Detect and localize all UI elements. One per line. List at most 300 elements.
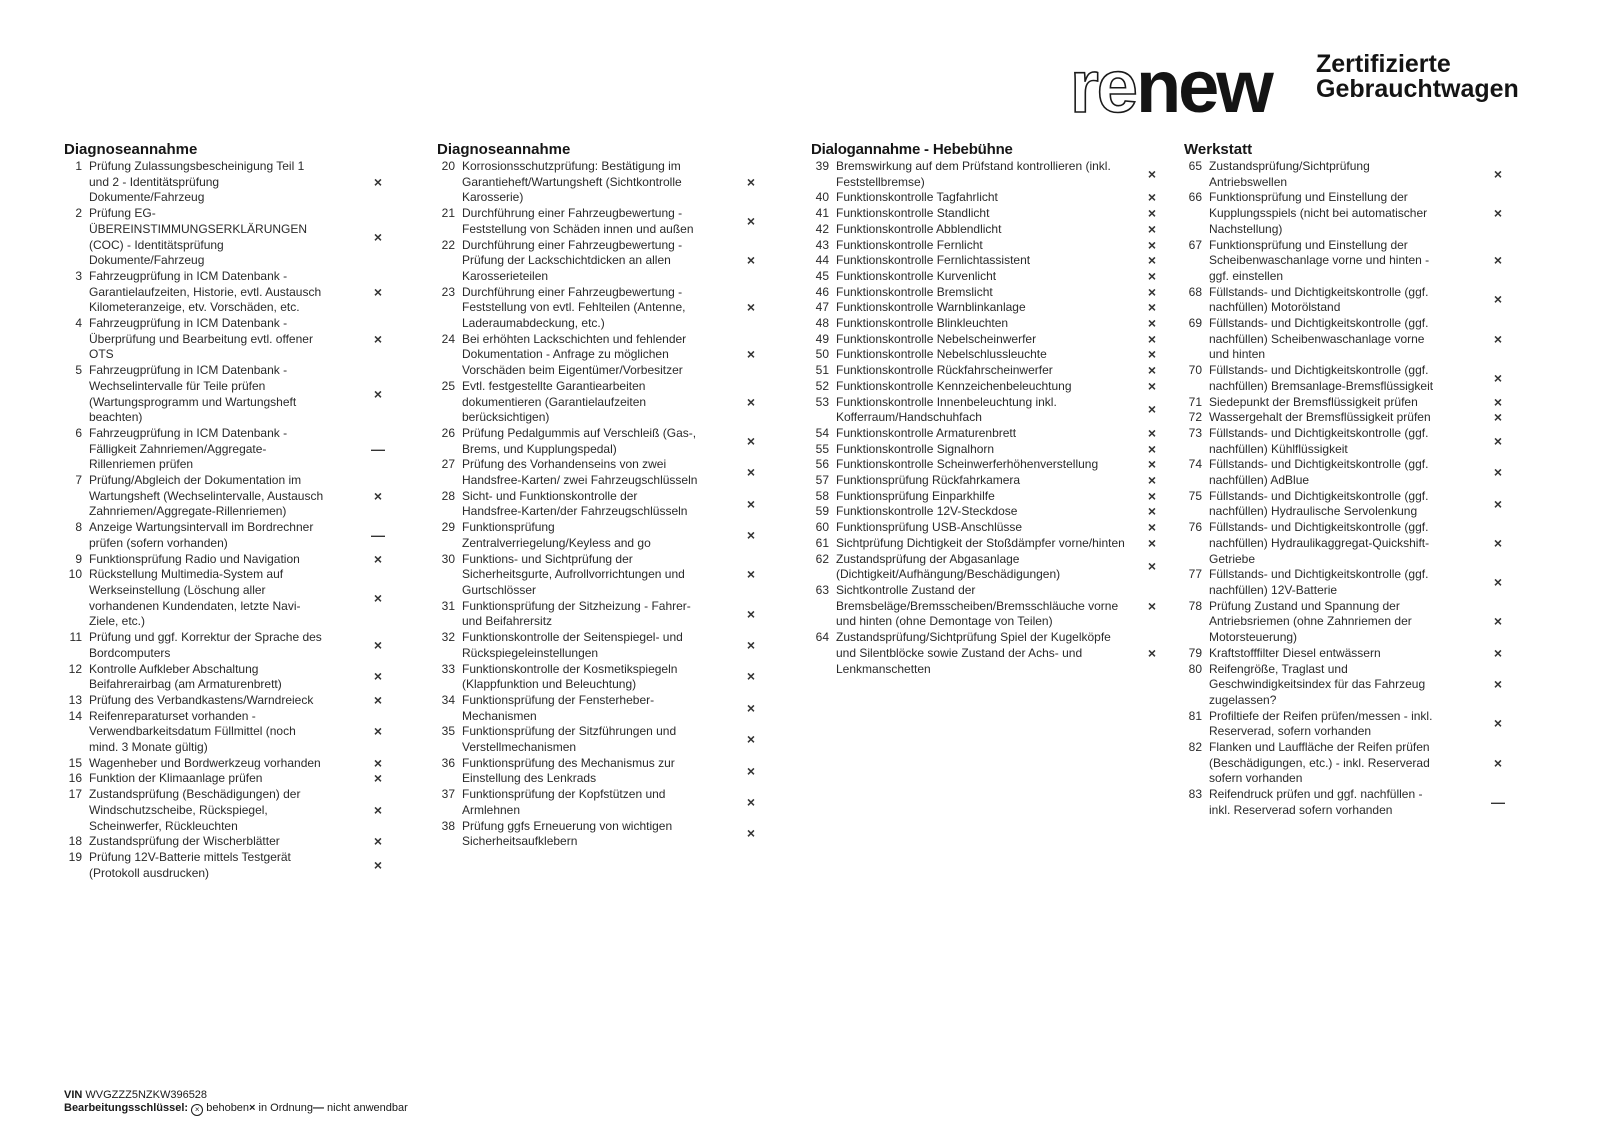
ok-x-icon: × xyxy=(373,487,383,504)
checklist-item-36 xyxy=(437,756,755,787)
item-text: Funktionskontrolle Blinkleuchten xyxy=(836,316,1009,331)
ok-x-icon: × xyxy=(373,833,383,850)
item-text: Sichtprüfung Dichtigkeit der Stoßdämpfer vorne/hinten xyxy=(836,535,1125,550)
checklist-item-59 xyxy=(811,504,1166,520)
item-number: 80 xyxy=(1188,661,1202,676)
ok-x-icon: × xyxy=(1147,401,1157,418)
item-text: Funktionsprüfung Rückfahrkamera xyxy=(836,473,1021,488)
checklist-item-37 xyxy=(437,787,755,818)
legend-fixed-text: behoben xyxy=(206,1102,250,1114)
ok-x-icon: × xyxy=(1493,574,1503,591)
item-text: Funktionskontrolle Scheinwerferhöhenverstellung xyxy=(836,457,1099,472)
checklist-item-21 xyxy=(437,206,755,237)
item-text: Funktionskontrolle Signalhorn xyxy=(836,441,995,456)
ok-x-icon: × xyxy=(1147,456,1157,473)
checklist-item-50 xyxy=(811,347,1166,363)
ok-x-icon: × xyxy=(373,330,383,347)
item-number: 26 xyxy=(441,425,455,440)
item-number: 53 xyxy=(815,394,829,409)
checklist-item-56 xyxy=(811,457,1166,473)
checklist-item-33 xyxy=(437,662,755,693)
checklist-column-2 xyxy=(437,140,755,850)
item-number: 60 xyxy=(815,520,829,535)
ok-x-icon: × xyxy=(1147,205,1157,222)
item-number: 58 xyxy=(815,488,829,503)
logo-tagline-line2: Gebrauchtwagen xyxy=(1316,75,1519,103)
item-number: 82 xyxy=(1188,740,1202,755)
item-number: 75 xyxy=(1188,488,1202,503)
checklist-item-10 xyxy=(64,567,382,630)
checklist-item-24 xyxy=(437,332,755,379)
checklist-item-34 xyxy=(437,693,755,724)
ok-x-icon: × xyxy=(373,801,383,818)
item-text: Funktions- und Sichtprüfung der Sicherheitsgurte, Aufrollvorrichtungen und Gurtschlösser xyxy=(462,551,685,597)
item-number: 28 xyxy=(441,488,455,503)
checklist-item-79 xyxy=(1184,646,1502,662)
item-number: 66 xyxy=(1188,190,1202,205)
ok-x-icon: × xyxy=(746,346,756,363)
item-text: Prüfung Zulassungsbescheinigung Teil 1 und 2 - Identitätsprüfung Dokumente/Fahrzeug xyxy=(89,159,305,205)
checklist-item-83 xyxy=(1184,787,1505,818)
vin-label: VIN xyxy=(64,1089,83,1101)
ok-x-icon: × xyxy=(1147,283,1157,300)
vin-line xyxy=(64,1089,408,1102)
ok-x-icon: × xyxy=(373,636,383,653)
item-number: 72 xyxy=(1188,410,1202,425)
item-number: 63 xyxy=(815,582,829,597)
item-text: Durchführung einer Fahrzeugbewertung - Feststellung von evtl. Fehlteilen (Antenne, Laderaumabdeckung, etc.) xyxy=(462,284,686,331)
checklist-item-76 xyxy=(1184,520,1502,567)
item-number: 40 xyxy=(815,190,829,205)
ok-x-icon: × xyxy=(1147,252,1157,269)
item-number: 42 xyxy=(815,221,829,236)
checklist-item-75 xyxy=(1184,489,1502,520)
not-applicable-dash-icon: — xyxy=(312,1102,324,1114)
item-text: Siedepunkt der Bremsflüssigkeit prüfen xyxy=(1209,394,1418,409)
item-number: 73 xyxy=(1188,425,1202,440)
item-text: Funktionskontrolle der Kosmetikspiegeln (Klappfunktion und Beleuchtung) xyxy=(462,661,678,692)
item-number: 29 xyxy=(441,520,455,535)
ok-x-icon: × xyxy=(373,550,383,567)
column-title: Diagnoseannahme xyxy=(64,141,198,158)
item-text: Funktionsprüfung der Sitzführungen und Verstellmechanismen xyxy=(462,724,677,755)
item-text: Funktionskontrolle Fernlichtassistent xyxy=(836,253,1031,268)
checklist-item-51 xyxy=(811,363,1166,379)
item-text: Zustandsprüfung (Beschädigungen) der Windschutzscheibe, Rückspiegel, Scheinwerfer, Rückleuchten xyxy=(89,787,301,833)
checklist-item-17 xyxy=(64,787,382,834)
vin-value: WVGZZZ5NZKW396528 xyxy=(85,1089,208,1101)
item-text: Funktionskontrolle Standlicht xyxy=(836,206,990,221)
ok-x-icon: × xyxy=(1147,558,1157,575)
ok-x-icon: × xyxy=(373,173,383,190)
ok-x-icon: × xyxy=(1147,377,1157,394)
ok-x-icon: × xyxy=(746,668,756,685)
not-applicable-dash-icon: — xyxy=(371,527,385,544)
item-text: Fahrzeugprüfung in ICM Datenbank - Überprüfung und Bearbeitung evtl. offener OTS xyxy=(89,316,313,362)
item-text: Reifendruck prüfen und ggf. nachfüllen - inkl. Reserverad sofern vorhanden xyxy=(1209,787,1423,817)
item-text: Funktionsprüfung Einparkhilfe xyxy=(836,488,995,503)
checklist-item-68 xyxy=(1184,285,1502,316)
checklist-item-69 xyxy=(1184,316,1502,363)
item-number: 37 xyxy=(441,787,455,802)
item-text: Funktionskontrolle Warnblinkanlage xyxy=(836,300,1026,315)
item-number: 11 xyxy=(69,630,82,645)
checklist-item-53 xyxy=(811,395,1166,426)
checklist-item-6 xyxy=(64,425,385,473)
checklist-item-29 xyxy=(437,520,755,551)
item-number: 65 xyxy=(1188,159,1202,173)
logo-tagline-line1: Zertifizierte xyxy=(1316,50,1451,78)
item-text: Durchführung einer Fahrzeugbewertung - Feststellung von Schäden innen und außen xyxy=(462,206,694,236)
item-text: Funktionskontrolle Bremslicht xyxy=(836,284,993,299)
item-text: Funktionsprüfung USB-Anschlüsse xyxy=(836,520,1023,535)
ok-x-icon: × xyxy=(1493,409,1503,426)
item-text: Zustandsprüfung/Sichtprüfung Antriebswellen xyxy=(1209,159,1370,189)
ok-x-icon: × xyxy=(746,605,756,622)
item-number: 22 xyxy=(441,237,455,252)
item-number: 54 xyxy=(815,425,829,440)
checklist-item-77 xyxy=(1184,567,1502,598)
item-text: Prüfung und ggf. Korrektur der Sprache des Bordcomputers xyxy=(89,630,322,660)
checklist-item-57 xyxy=(811,473,1166,489)
checklist-item-65 xyxy=(1184,159,1502,190)
checklist-item-1 xyxy=(64,159,382,206)
checklist-item-46 xyxy=(811,285,1166,301)
checklist-item-72 xyxy=(1184,410,1502,426)
item-text: Prüfung Pedalgummis auf Verschleiß (Gas-, Brems, und Kupplungspedal) xyxy=(462,425,697,456)
item-text: Prüfung ggfs Erneuerung von wichtigen Sicherheitsaufklebern xyxy=(462,818,673,849)
item-text: Funktionskontrolle Rückfahrscheinwerfer xyxy=(836,363,1053,378)
item-text: Wagenheber und Bordwerkzeug vorhanden xyxy=(89,755,321,770)
ok-x-icon: × xyxy=(1147,534,1157,551)
ok-x-icon: × xyxy=(1147,503,1157,520)
checklist-item-45 xyxy=(811,269,1166,285)
checklist-item-2 xyxy=(64,206,382,269)
ok-x-icon: × xyxy=(746,825,756,842)
ok-x-icon: × xyxy=(1147,346,1157,363)
item-number: 39 xyxy=(815,159,829,173)
item-text: Füllstands- und Dichtigkeitskontrolle (ggf. nachfüllen) Hydraulikaggregat-Quickshift-Getriebe xyxy=(1209,520,1430,566)
ok-x-icon: × xyxy=(746,393,756,410)
item-text: Füllstands- und Dichtigkeitskontrolle (ggf. nachfüllen) Scheibenwaschanlage vorne und hinten xyxy=(1209,316,1429,362)
item-text: Fahrzeugprüfung in ICM Datenbank - Fälligkeit Zahnriemen/Aggregate-Rillenriemen prüfen xyxy=(89,425,288,472)
ok-x-icon: × xyxy=(1147,472,1157,489)
checklist-item-41 xyxy=(811,206,1166,222)
item-text: Rückstellung Multimedia-System auf Werkseinstellung (Löschung aller vorhandenen Kundendaten, letzte Navi-Ziele, etc.) xyxy=(89,567,301,629)
checklist-item-5 xyxy=(64,363,382,426)
item-text: Funktionskontrolle 12V-Steckdose xyxy=(836,504,1018,519)
checklist-item-47 xyxy=(811,300,1166,316)
logo-new: new xyxy=(1135,45,1271,128)
logo-tagline xyxy=(1316,52,1519,102)
item-text: Zustandsprüfung der Wischerblätter xyxy=(89,834,280,849)
item-number: 4 xyxy=(75,316,82,331)
item-text: Flanken und Lauffläche der Reifen prüfen (Beschädigungen, etc.) - inkl. Reserverad sofern vorhanden xyxy=(1209,740,1430,786)
checklist-item-40 xyxy=(811,190,1166,206)
item-text: Füllstands- und Dichtigkeitskontrolle (ggf. nachfüllen) Bremsanlage-Bremsflüssigkeit xyxy=(1209,363,1434,393)
checklist-item-80 xyxy=(1184,662,1502,709)
item-number: 17 xyxy=(68,787,82,802)
checklist-item-54 xyxy=(811,426,1166,442)
checklist-item-66 xyxy=(1184,190,1502,237)
logo-re: re xyxy=(1070,45,1136,128)
checklist-item-30 xyxy=(437,552,755,599)
item-number: 20 xyxy=(441,159,455,173)
item-text: Fahrzeugprüfung in ICM Datenbank - Wechselintervalle für Teile prüfen (Wartungsprogramm und Wartungsheft beachten) xyxy=(89,363,297,425)
item-text: Prüfung des Verbandkastens/Warndreieck xyxy=(89,692,314,707)
legend-line xyxy=(64,1102,408,1116)
checklist-item-49 xyxy=(811,332,1166,348)
item-number: 8 xyxy=(75,520,82,535)
checklist-item-74 xyxy=(1184,457,1502,488)
item-text: Funktionsprüfung Zentralverriegelung/Keyless and go xyxy=(462,520,651,550)
checklist-item-20 xyxy=(437,159,755,206)
item-text: Funktionsprüfung und Einstellung der Kupplungsspiels (nicht bei automatischer Nachstellung) xyxy=(1209,190,1428,236)
item-number: 44 xyxy=(815,253,829,268)
item-text: Funktionskontrolle Tagfahrlicht xyxy=(836,190,998,205)
item-text: Funktionskontrolle Fernlicht xyxy=(836,237,983,252)
item-number: 78 xyxy=(1188,598,1202,613)
ok-x-icon: × xyxy=(1493,252,1503,269)
ok-x-icon: × xyxy=(1147,644,1157,661)
item-number: 71 xyxy=(1188,394,1202,409)
fixed-circle-x-icon: × xyxy=(191,1104,203,1116)
checklist-item-38 xyxy=(437,819,755,850)
ok-x-icon: × xyxy=(746,495,756,512)
ok-x-icon: × xyxy=(746,173,756,190)
item-number: 30 xyxy=(441,551,455,566)
item-number: 52 xyxy=(815,378,829,393)
checklist-item-63 xyxy=(811,583,1166,630)
item-number: 13 xyxy=(68,692,82,707)
not-applicable-dash-icon: — xyxy=(1491,793,1505,810)
ok-x-icon: × xyxy=(746,762,756,779)
ok-x-icon: × xyxy=(746,731,756,748)
item-number: 46 xyxy=(815,284,829,299)
ok-x-icon: × xyxy=(1147,487,1157,504)
checklist-item-25 xyxy=(437,379,755,426)
item-text: Funktionskontrolle Armaturenbrett xyxy=(836,425,1017,440)
checklist-item-4 xyxy=(64,316,382,363)
item-number: 56 xyxy=(815,457,829,472)
ok-x-icon: × xyxy=(373,668,383,685)
checklist-item-71 xyxy=(1184,395,1502,411)
item-number: 70 xyxy=(1188,363,1202,378)
legend-na-text: nicht anwendbar xyxy=(327,1102,408,1114)
item-text: Funktionsprüfung Radio und Navigation xyxy=(89,551,300,566)
column-title: Diagnoseannahme xyxy=(437,141,571,158)
brand-logo xyxy=(1070,45,1550,128)
checklist-item-26 xyxy=(437,426,755,457)
item-number: 24 xyxy=(441,331,455,346)
item-text: Funktionsprüfung und Einstellung der Scheibenwaschanlage vorne und hinten - ggf. einstellen xyxy=(1209,237,1430,283)
item-text: Prüfung EG-ÜBEREINSTIMMUNGSERKLÄRUNGEN (COC) - Identitätsprüfung Dokumente/Fahrzeug xyxy=(89,206,308,268)
item-number: 12 xyxy=(68,661,82,676)
item-text: Füllstands- und Dichtigkeitskontrolle (ggf. nachfüllen) 12V-Batterie xyxy=(1209,567,1429,597)
item-number: 15 xyxy=(68,755,82,770)
ok-x-icon: × xyxy=(1493,495,1503,512)
item-number: 41 xyxy=(815,206,829,221)
item-number: 77 xyxy=(1188,567,1202,582)
checklist-item-44 xyxy=(811,253,1166,269)
ok-x-icon: × xyxy=(746,464,756,481)
item-number: 21 xyxy=(441,206,455,221)
column-title: Dialogannahme - Hebebühne xyxy=(811,141,1013,158)
item-number: 35 xyxy=(441,724,455,739)
item-number: 45 xyxy=(815,268,829,283)
checklist-item-39 xyxy=(811,159,1166,190)
item-text: Korrosionsschutzprüfung: Bestätigung im Garantieheft/Wartungsheft (Sichtkontrolle Karosserie) xyxy=(462,159,682,205)
item-number: 67 xyxy=(1188,237,1202,252)
checklist-item-7 xyxy=(64,473,382,520)
ok-x-icon: × xyxy=(1147,362,1157,379)
checklist-item-11 xyxy=(64,630,382,661)
item-number: 1 xyxy=(75,159,82,173)
item-text: Füllstands- und Dichtigkeitskontrolle (ggf. nachfüllen) Hydraulische Servolenkung xyxy=(1209,488,1429,519)
ok-x-icon: × xyxy=(1147,165,1157,182)
ok-x-icon: × xyxy=(746,252,756,269)
checklist-item-62 xyxy=(811,552,1166,583)
item-text: Zustandsprüfung der Abgasanlage (Dichtigkeit/Aufhängung/Beschädigungen) xyxy=(836,551,1061,582)
item-text: Durchführung einer Fahrzeugbewertung - Prüfung der Lackschichtdicken an allen Karosserieteilen xyxy=(462,237,683,283)
ok-x-icon: × xyxy=(746,793,756,810)
item-number: 55 xyxy=(815,441,829,456)
item-number: 51 xyxy=(815,363,829,378)
checklist-item-14 xyxy=(64,709,382,756)
checklist-item-23 xyxy=(437,285,755,332)
item-text: Prüfung Zustand und Spannung der Antriebsriemen (ohne Zahnriemen der Motorsteuerung) xyxy=(1209,598,1412,645)
logo-wordmark xyxy=(1070,45,1271,128)
item-text: Kontrolle Aufkleber Abschaltung Beifahrerairbag (am Armaturenbrett) xyxy=(89,661,282,692)
item-number: 59 xyxy=(815,504,829,519)
item-text: Funktionsprüfung der Sitzheizung - Fahrer- und Beifahrersitz xyxy=(462,598,691,629)
item-text: Zustandsprüfung/Sichtprüfung Spiel der Kugelköpfe und Silentblöcke sowie Zustand der Achs- und Lenkmanschetten xyxy=(836,630,1111,676)
item-text: Füllstands- und Dichtigkeitskontrolle (ggf. nachfüllen) Motorölstand xyxy=(1209,284,1429,315)
item-number: 43 xyxy=(815,237,829,252)
checklist-item-31 xyxy=(437,599,755,630)
ok-x-icon: × xyxy=(1147,424,1157,441)
checklist-item-35 xyxy=(437,724,755,755)
ok-x-icon: × xyxy=(746,299,756,316)
item-number: 3 xyxy=(75,268,82,283)
ok-x-icon: × xyxy=(1493,393,1503,410)
item-text: Prüfung 12V-Batterie mittels Testgerät (Protokoll ausdrucken) xyxy=(89,849,291,880)
ok-x-icon: × xyxy=(373,770,383,787)
legend-label: Bearbeitungsschlüssel: xyxy=(64,1102,189,1114)
ok-x-icon: × xyxy=(1147,330,1157,347)
item-text: Funktionskontrolle Nebelscheinwerfer xyxy=(836,331,1037,346)
item-text: Evtl. festgestellte Garantiearbeiten dokumentieren (Garantielaufzeiten berücksichtigen) xyxy=(462,378,647,425)
item-text: Funktionsprüfung der Kopfstützen und Armlehnen xyxy=(462,787,666,817)
item-number: 14 xyxy=(68,708,82,723)
item-text: Funktionskontrolle Innenbeleuchtung inkl. Kofferraum/Handschuhfach xyxy=(836,394,1057,425)
ok-x-icon: × xyxy=(1493,613,1503,630)
ok-x-icon: × xyxy=(249,1102,256,1114)
checklist-item-48 xyxy=(811,316,1166,332)
ok-x-icon: × xyxy=(746,566,756,583)
ok-x-icon: × xyxy=(746,432,756,449)
item-number: 38 xyxy=(441,818,455,833)
item-text: Füllstands- und Dichtigkeitskontrolle (ggf. nachfüllen) Kühlflüssigkeit xyxy=(1209,425,1429,456)
ok-x-icon: × xyxy=(1493,715,1503,732)
item-number: 74 xyxy=(1188,457,1202,472)
item-number: 48 xyxy=(815,316,829,331)
item-number: 31 xyxy=(441,598,455,613)
item-text: Reifengröße, Traglast und Geschwindigkeitsindex für das Fahrzeug zugelassen? xyxy=(1209,661,1426,707)
item-number: 32 xyxy=(441,630,455,645)
checklist-item-16 xyxy=(64,771,382,787)
item-text: Prüfung des Vorhandenseins von zwei Handsfree-Karten/ zwei Fahrzeugschlüsseln xyxy=(462,457,698,488)
item-number: 5 xyxy=(75,363,82,378)
item-number: 79 xyxy=(1188,645,1202,660)
not-applicable-dash-icon: — xyxy=(371,440,385,457)
checklist-item-61 xyxy=(811,536,1166,552)
checklist-item-82 xyxy=(1184,740,1502,787)
checklist-item-42 xyxy=(811,222,1166,238)
item-text: Funktionskontrolle der Seitenspiegel- und Rückspiegeleinstellungen xyxy=(462,630,683,660)
checklist-item-15 xyxy=(64,756,382,772)
item-text: Bei erhöhten Lackschichten und fehlender Dokumentation - Anfrage zu möglichen Vorschäden beim Eigentümer/Vorbesitzer xyxy=(462,331,687,378)
item-number: 16 xyxy=(68,771,82,786)
checklist-item-8 xyxy=(64,520,385,551)
checklist-item-22 xyxy=(437,238,755,285)
ok-x-icon: × xyxy=(1493,165,1503,182)
item-text: Wassergehalt der Bremsflüssigkeit prüfen xyxy=(1209,410,1431,425)
checklist-item-52 xyxy=(811,379,1166,395)
ok-x-icon: × xyxy=(746,636,756,653)
item-number: 9 xyxy=(75,551,82,566)
checklist-item-67 xyxy=(1184,238,1502,285)
footer xyxy=(64,1089,408,1116)
checklist-item-19 xyxy=(64,850,382,881)
item-number: 7 xyxy=(75,473,82,488)
checklist-item-81 xyxy=(1184,709,1502,740)
checklist-item-9 xyxy=(64,552,382,568)
ok-x-icon: × xyxy=(1493,464,1503,481)
item-number: 57 xyxy=(815,473,829,488)
ok-x-icon: × xyxy=(1147,597,1157,614)
item-number: 36 xyxy=(441,755,455,770)
item-number: 34 xyxy=(441,692,455,707)
checklist-column-4 xyxy=(1184,140,1505,819)
ok-x-icon: × xyxy=(1493,205,1503,222)
ok-x-icon: × xyxy=(746,527,756,544)
ok-x-icon: × xyxy=(1147,315,1157,332)
ok-x-icon: × xyxy=(373,856,383,873)
item-text: Füllstands- und Dichtigkeitskontrolle (ggf. nachfüllen) AdBlue xyxy=(1209,457,1429,488)
checklist-item-64 xyxy=(811,630,1166,677)
item-number: 69 xyxy=(1188,316,1202,331)
checklist-item-55 xyxy=(811,442,1166,458)
ok-x-icon: × xyxy=(1147,440,1157,457)
ok-x-icon: × xyxy=(1147,519,1157,536)
item-number: 33 xyxy=(441,661,455,676)
item-number: 25 xyxy=(441,378,455,393)
ok-x-icon: × xyxy=(1147,299,1157,316)
item-text: Funktionskontrolle Kurvenlicht xyxy=(836,268,997,283)
item-text: Funktion der Klimaanlage prüfen xyxy=(89,771,263,786)
checklist-item-70 xyxy=(1184,363,1502,394)
checklist-item-32 xyxy=(437,630,755,661)
ok-x-icon: × xyxy=(1493,676,1503,693)
checklist-item-78 xyxy=(1184,599,1502,646)
ok-x-icon: × xyxy=(1493,291,1503,308)
item-text: Bremswirkung auf dem Prüfstand kontrollieren (inkl. Feststellbremse) xyxy=(836,159,1111,189)
ok-x-icon: × xyxy=(1147,236,1157,253)
checklist-column-3 xyxy=(811,140,1166,677)
item-number: 10 xyxy=(68,567,82,582)
item-number: 81 xyxy=(1188,708,1202,723)
